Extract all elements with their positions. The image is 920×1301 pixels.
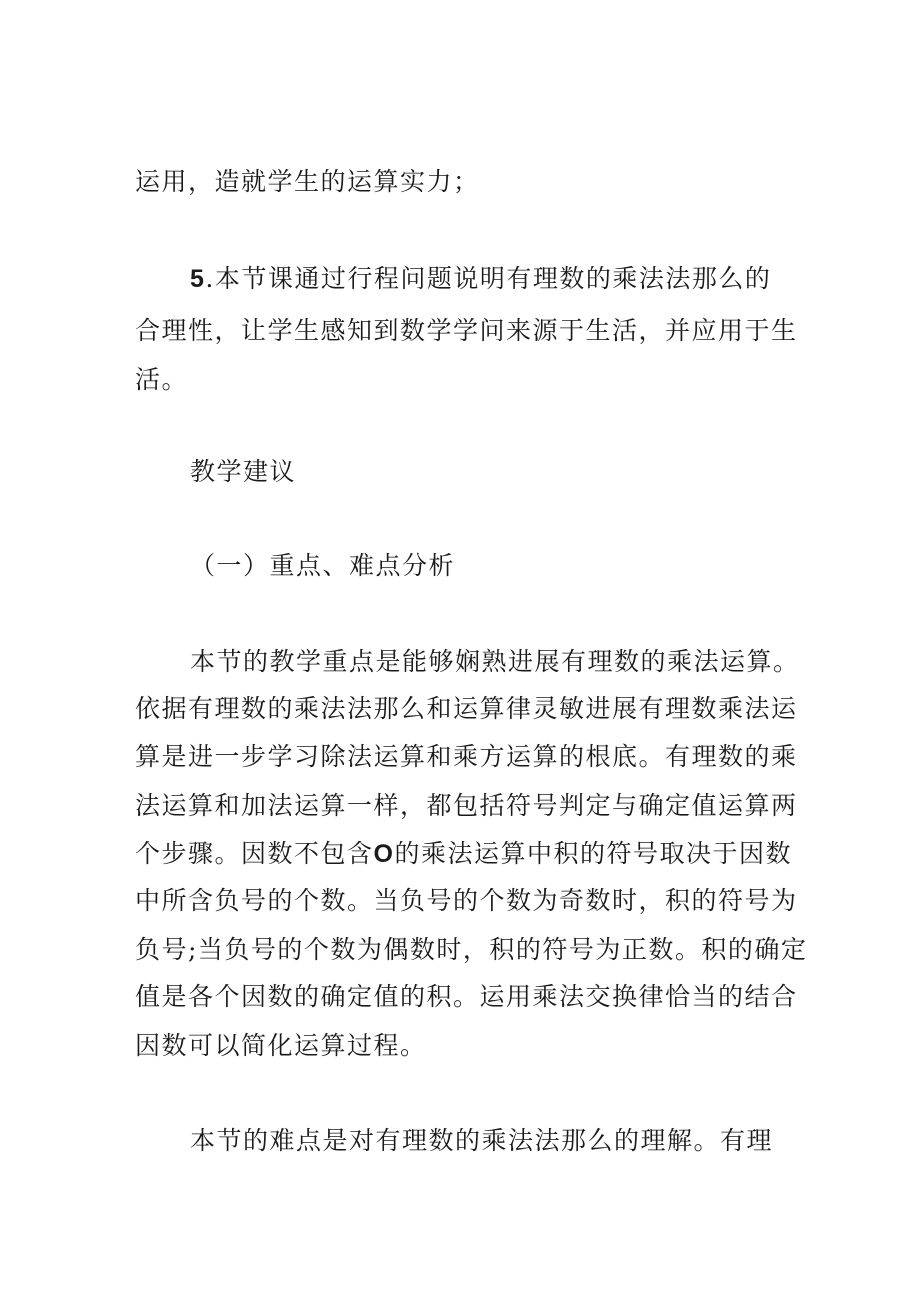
subsection-heading: （一）重点、难点分析 [190, 551, 456, 580]
paragraph-line: 依据有理数的乘法法那么和运算律灵敏进展有理数乘法运 [135, 694, 798, 723]
text-segment: 个步骤。因数不包含 [135, 839, 374, 868]
paragraph-line: 法运算和加法运算一样，都包括符号判定与确定值运算两 [135, 791, 798, 820]
list-item-5 [190, 265, 771, 293]
section-heading: 教学建议 [190, 457, 297, 486]
paragraph-line: 中所含负号的个数。当负号的个数为奇数时，积的符号为 [135, 886, 798, 915]
paragraph-line: 算是进一步学习除法运算和乘方运算的根底。有理数的乘 [135, 742, 798, 771]
paragraph-line: 本节的难点是对有理数的乘法法那么的理解。有理 [190, 1126, 774, 1155]
paragraph-line: 本节的教学重点是能够娴熟进展有理数的乘法运算。 [190, 647, 800, 676]
paragraph-line [135, 840, 792, 868]
paragraph-line: 合理性，让学生感知到数学学问来源于生活，并应用于生 [135, 316, 798, 345]
zero-digit: O [373, 840, 395, 868]
paragraph-line: 运用，造就学生的运算实力； [135, 167, 480, 196]
paragraph-line: 值是各个因数的确定值的积。运用乘法交换律恰当的结合 [135, 982, 798, 1011]
paragraph-line: 活。 [135, 365, 189, 394]
paragraph-line: 负号;当负号的个数为偶数时，积的符号为正数。积的确定 [135, 935, 808, 964]
paragraph-line: .本节课通过行程问题说明有理数的乘法法那么的 [205, 264, 772, 293]
list-number: 5 [190, 265, 206, 293]
text-segment: 的乘法运算中积的符号取决于因数 [394, 839, 792, 868]
paragraph-line: 因数可以简化运算过程。 [135, 1031, 427, 1060]
